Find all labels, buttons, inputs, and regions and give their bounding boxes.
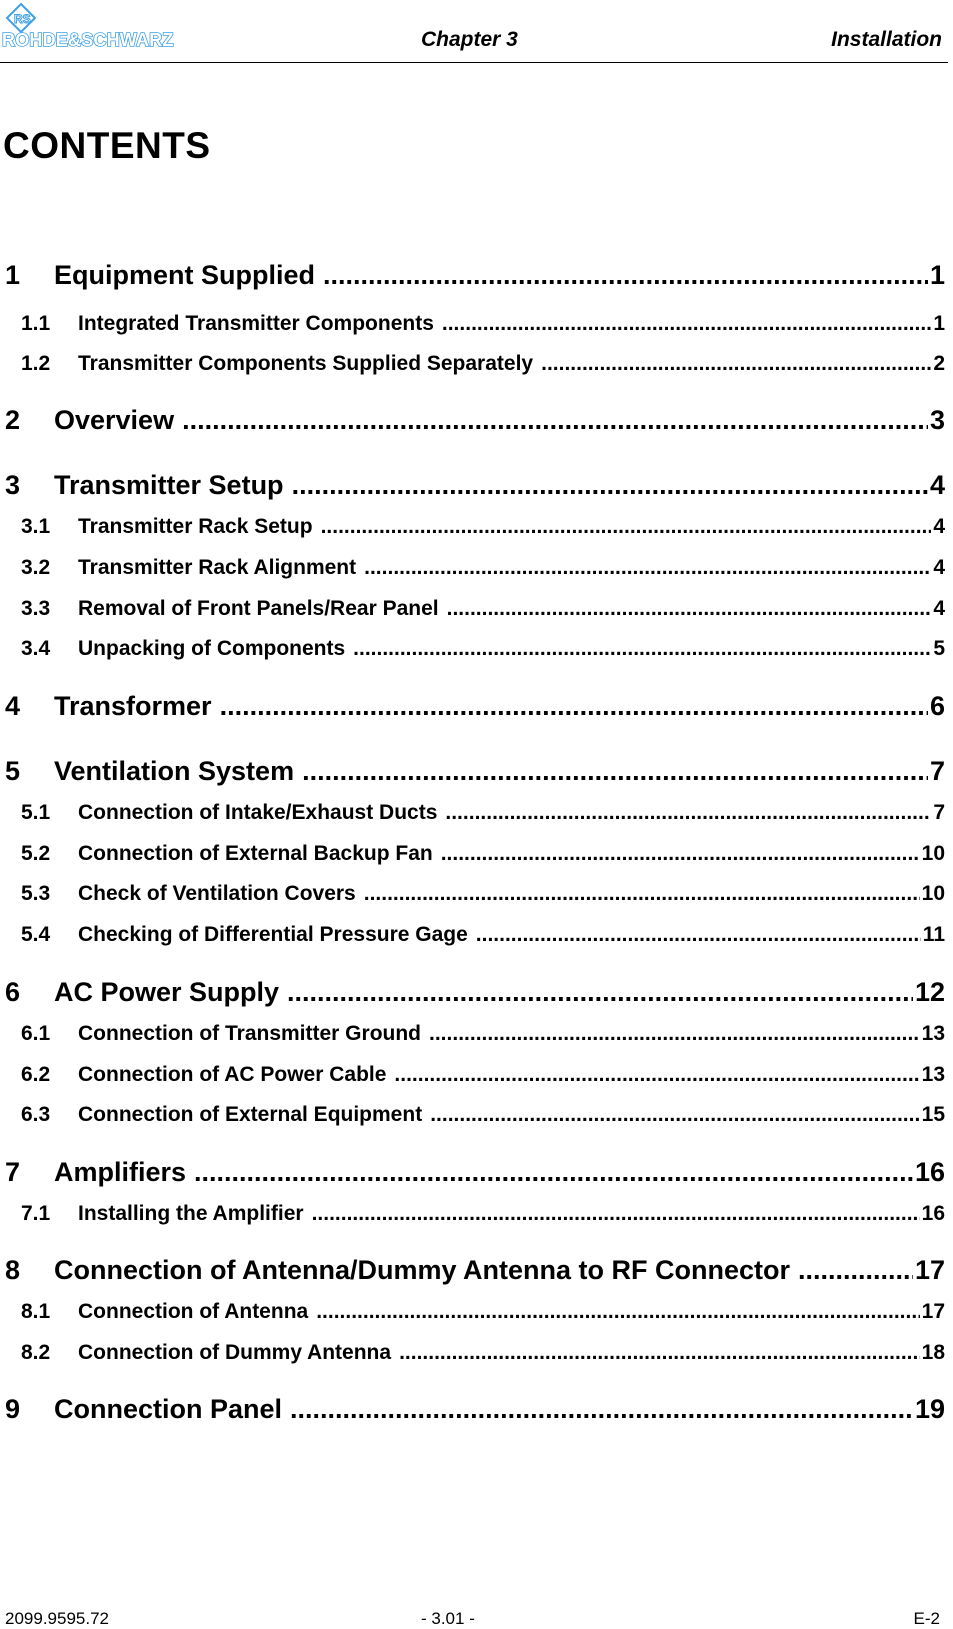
- toc-entry-title: Checking of Differential Pressure Gage: [78, 923, 468, 946]
- toc-chapter-entry[interactable]: [0, 977, 945, 1008]
- toc-section-entry[interactable]: [0, 801, 945, 825]
- toc-entry-title: Unpacking of Components: [78, 637, 346, 660]
- toc-leader-dots: [321, 515, 932, 539]
- toc-leader-dots: [220, 691, 928, 722]
- toc-entry-number: 4: [5, 691, 21, 721]
- toc-leader-dots: [430, 1103, 919, 1127]
- toc-entry-number: 1.1: [21, 312, 51, 335]
- toc-entry-title: Installing the Amplifier: [78, 1202, 304, 1225]
- toc-entry-page: 2: [933, 352, 945, 375]
- page-header: [0, 0, 948, 63]
- toc-entry-title: Ventilation System: [54, 756, 295, 786]
- toc-entry-number: 3.1: [21, 515, 51, 538]
- toc-entry-title: Connection of Antenna/Dummy Antenna to RF Connector: [54, 1255, 790, 1285]
- toc-entry-title: Connection of Transmitter Ground: [78, 1022, 422, 1045]
- toc-entry-number: 3: [5, 470, 21, 500]
- toc-leader-dots: [399, 1341, 920, 1365]
- toc-entry-page: 17: [914, 1255, 945, 1285]
- toc-entry-title: Transmitter Setup: [54, 470, 284, 500]
- toc-entry-title: Connection of Dummy Antenna: [78, 1341, 392, 1364]
- toc-leader-dots: [287, 977, 913, 1008]
- toc-entry-title: Integrated Transmitter Components: [78, 312, 434, 335]
- toc-entry-number: 6.1: [21, 1022, 51, 1045]
- toc-entry-title: Removal of Front Panels/Rear Panel: [78, 597, 439, 620]
- toc-section-entry[interactable]: [0, 1022, 945, 1046]
- toc-entry-number: 5.2: [21, 842, 51, 865]
- toc-chapter-entry[interactable]: [0, 1394, 945, 1425]
- toc-leader-dots: [323, 260, 928, 291]
- toc-leader-dots: [447, 597, 932, 621]
- rohde-schwarz-logo: [2, 2, 232, 58]
- toc-entry-page: 16: [914, 1157, 945, 1187]
- toc-leader-dots: [364, 882, 920, 906]
- toc-entry-number: 1.2: [21, 352, 51, 375]
- toc-leader-dots: [798, 1255, 913, 1286]
- toc-chapter-entry[interactable]: [0, 1255, 945, 1286]
- toc-entry-page: 1: [933, 312, 945, 335]
- toc-entry-page: 18: [921, 1341, 945, 1364]
- toc-entry-page: 4: [933, 597, 945, 620]
- toc-section-entry[interactable]: [0, 515, 945, 539]
- toc-section-entry[interactable]: [0, 597, 945, 621]
- toc-chapter-entry[interactable]: [0, 756, 945, 787]
- toc-leader-dots: [292, 470, 928, 501]
- toc-section-entry[interactable]: [0, 637, 945, 661]
- toc-section-entry[interactable]: [0, 882, 945, 906]
- toc-entry-page: 7: [933, 801, 945, 824]
- toc-section-entry[interactable]: [0, 352, 945, 376]
- doc-number: 2099.9595.72: [5, 1609, 109, 1628]
- toc-entry-title: Equipment Supplied: [54, 260, 315, 290]
- toc-leader-dots: [394, 1063, 919, 1087]
- toc-entry-page: 13: [921, 1022, 945, 1045]
- toc-entry-page: 12: [914, 977, 945, 1007]
- version-label: - 3.01 -: [421, 1609, 475, 1628]
- toc-entry-title: Transmitter Rack Alignment: [78, 556, 357, 579]
- toc-entry-title: Amplifiers: [54, 1157, 187, 1187]
- toc-entry-number: 8: [5, 1255, 21, 1285]
- toc-entry-title: Transformer: [54, 691, 212, 721]
- toc-section-entry[interactable]: [0, 842, 945, 866]
- toc-entry-number: 8.2: [21, 1341, 51, 1364]
- toc-entry-page: 4: [933, 556, 945, 579]
- toc-leader-dots: [290, 1394, 913, 1425]
- toc-entry-title: Transmitter Rack Setup: [78, 515, 313, 538]
- toc-entry-page: 19: [914, 1394, 945, 1424]
- toc-entry-number: 6: [5, 977, 21, 1007]
- toc-section-entry[interactable]: [0, 1300, 945, 1324]
- toc-chapter-entry[interactable]: [0, 1157, 945, 1188]
- toc-leader-dots: [194, 1157, 913, 1188]
- logo-text: ROHDE&SCHWARZ: [2, 30, 174, 50]
- toc-entry-number: 3.3: [21, 597, 51, 620]
- toc-leader-dots: [476, 923, 921, 947]
- toc-entry-page: 17: [921, 1300, 945, 1323]
- toc-leader-dots: [316, 1300, 919, 1324]
- toc-entry-page: 13: [921, 1063, 945, 1086]
- toc-entry-title: Connection Panel: [54, 1394, 283, 1424]
- toc-section-entry[interactable]: [0, 923, 945, 947]
- toc-entry-page: 10: [921, 842, 945, 865]
- toc-leader-dots: [445, 801, 931, 825]
- toc-entry-number: 3.2: [21, 556, 51, 579]
- toc-leader-dots: [302, 756, 928, 787]
- toc-entry-title: Overview: [54, 405, 175, 435]
- toc-entry-number: 7.1: [21, 1202, 51, 1225]
- toc-chapter-entry[interactable]: [0, 405, 945, 436]
- toc-entry-number: 7: [5, 1157, 21, 1187]
- toc-entry-number: 1: [5, 260, 21, 290]
- section-label: Installation: [831, 28, 942, 51]
- toc-chapter-entry[interactable]: [0, 260, 945, 291]
- toc-entry-page: 16: [921, 1202, 945, 1225]
- toc-leader-dots: [541, 352, 931, 376]
- toc-entry-page: 10: [921, 882, 945, 905]
- toc-chapter-entry[interactable]: [0, 691, 945, 722]
- toc-section-entry[interactable]: [0, 1103, 945, 1127]
- toc-entry-number: 5: [5, 756, 21, 786]
- toc-leader-dots: [353, 637, 931, 661]
- toc-section-entry[interactable]: [0, 1202, 945, 1226]
- toc-section-entry[interactable]: [0, 1341, 945, 1365]
- chapter-label: Chapter 3: [421, 28, 518, 51]
- toc-entry-title: Connection of AC Power Cable: [78, 1063, 387, 1086]
- toc-leader-dots: [429, 1022, 920, 1046]
- toc-entry-number: 5.1: [21, 801, 51, 824]
- toc-leader-dots: [441, 842, 920, 866]
- toc-entry-title: Connection of Antenna: [78, 1300, 309, 1323]
- toc-entry-number: 9: [5, 1394, 21, 1424]
- toc-entry-page: 4: [933, 515, 945, 538]
- toc-entry-number: 6.2: [21, 1063, 51, 1086]
- toc-entry-page: 6: [929, 691, 945, 721]
- toc-entry-title: Connection of External Backup Fan: [78, 842, 433, 865]
- toc-entry-number: 6.3: [21, 1103, 51, 1126]
- toc-entry-number: 2: [5, 405, 21, 435]
- toc-entry-page: 1: [929, 260, 945, 290]
- toc-entry-title: Connection of External Equipment: [78, 1103, 423, 1126]
- toc-entry-number: 5.4: [21, 923, 51, 946]
- svg-text:RS: RS: [14, 12, 31, 26]
- toc-entry-title: Connection of Intake/Exhaust Ducts: [78, 801, 438, 824]
- page-number: E-2: [913, 1609, 940, 1628]
- toc-section-entry[interactable]: [0, 1063, 945, 1087]
- toc-section-entry[interactable]: [0, 312, 945, 336]
- toc-entry-page: 11: [922, 923, 945, 946]
- toc-leader-dots: [312, 1202, 920, 1226]
- toc-entry-page: 4: [929, 470, 945, 500]
- page-title: CONTENTS: [3, 125, 211, 166]
- toc-entry-page: 5: [933, 637, 945, 660]
- toc-entry-number: 3.4: [21, 637, 51, 660]
- toc-entry-page: 15: [921, 1103, 945, 1126]
- toc-leader-dots: [364, 556, 931, 580]
- toc-entry-title: Check of Ventilation Covers: [78, 882, 356, 905]
- toc-entry-number: 8.1: [21, 1300, 51, 1323]
- toc-entry-page: 3: [929, 405, 945, 435]
- toc-entry-title: AC Power Supply: [54, 977, 280, 1007]
- toc-section-entry[interactable]: [0, 556, 945, 580]
- toc-entry-page: 7: [929, 756, 945, 786]
- toc-leader-dots: [182, 405, 928, 436]
- toc-leader-dots: [442, 312, 931, 336]
- toc-entry-number: 5.3: [21, 882, 51, 905]
- toc-chapter-entry[interactable]: [0, 470, 945, 501]
- toc-entry-title: Transmitter Components Supplied Separately: [78, 352, 534, 375]
